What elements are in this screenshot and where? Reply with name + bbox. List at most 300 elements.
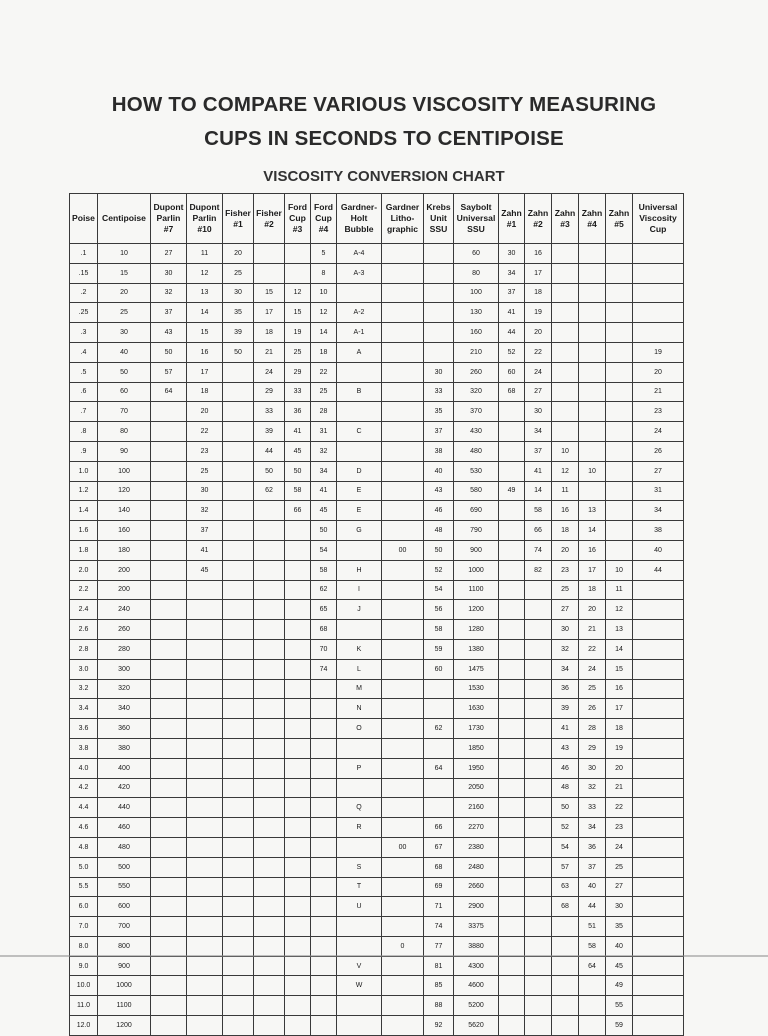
- table-cell: 8: [311, 263, 337, 283]
- table-cell: 63: [552, 877, 579, 897]
- table-cell: 15: [285, 303, 311, 323]
- table-cell: .1: [70, 244, 98, 264]
- table-row: [70, 580, 684, 600]
- table-cell: 10: [579, 461, 606, 481]
- table-cell: [285, 679, 311, 699]
- table-cell: [187, 798, 223, 818]
- column-header-line: #10: [197, 224, 212, 234]
- table-cell: 24: [525, 362, 552, 382]
- table-row: [70, 1016, 684, 1036]
- table-cell: 40: [633, 540, 684, 560]
- table-cell: 10: [98, 244, 151, 264]
- table-cell: 370: [454, 402, 499, 422]
- table-cell: [151, 441, 187, 461]
- table-cell: [223, 620, 254, 640]
- column-header-line: #2: [264, 218, 274, 229]
- table-cell: [285, 540, 311, 560]
- table-cell: E: [337, 501, 382, 521]
- table-cell: 27: [525, 382, 552, 402]
- column-header: [382, 194, 424, 244]
- column-header-line: #7: [163, 224, 174, 234]
- table-cell: 60: [98, 382, 151, 402]
- column-header-line: Ford: [287, 202, 308, 212]
- table-cell: 54: [311, 540, 337, 560]
- table-cell: 25: [187, 461, 223, 481]
- table-cell: 41: [552, 719, 579, 739]
- table-cell: [552, 382, 579, 402]
- table-cell: [311, 1016, 337, 1036]
- table-cell: 34: [579, 818, 606, 838]
- table-cell: 1.2: [70, 481, 98, 501]
- table-cell: [285, 659, 311, 679]
- table-cell: [579, 441, 606, 461]
- table-cell: [285, 798, 311, 818]
- table-cell: 15: [187, 323, 223, 343]
- table-cell: [254, 837, 285, 857]
- table-cell: 2160: [454, 798, 499, 818]
- table-cell: [254, 679, 285, 699]
- table-row: [70, 362, 684, 382]
- table-cell: [151, 818, 187, 838]
- table-cell: C: [337, 422, 382, 442]
- table-cell: [525, 699, 552, 719]
- table-row: [70, 976, 684, 996]
- column-header: [454, 194, 499, 244]
- table-cell: 530: [454, 461, 499, 481]
- table-cell: [424, 778, 454, 798]
- table-cell: [223, 501, 254, 521]
- table-cell: [223, 738, 254, 758]
- table-cell: 48: [552, 778, 579, 798]
- table-cell: [382, 244, 424, 264]
- table-cell: [254, 580, 285, 600]
- table-cell: [579, 382, 606, 402]
- table-cell: [633, 917, 684, 937]
- table-cell: 40: [579, 877, 606, 897]
- table-cell: 12: [606, 600, 633, 620]
- table-cell: [254, 244, 285, 264]
- table-body: [70, 244, 684, 1036]
- table-cell: [382, 917, 424, 937]
- table-row: [70, 719, 684, 739]
- table-cell: 1850: [454, 738, 499, 758]
- table-cell: [223, 560, 254, 580]
- table-cell: [552, 917, 579, 937]
- table-cell: 60: [454, 244, 499, 264]
- table-cell: 58: [579, 936, 606, 956]
- table-cell: 21: [254, 342, 285, 362]
- table-cell: [223, 798, 254, 818]
- table-cell: L: [337, 659, 382, 679]
- table-cell: G: [337, 521, 382, 541]
- table-cell: 50: [254, 461, 285, 481]
- table-cell: 5: [311, 244, 337, 264]
- table-cell: 160: [98, 521, 151, 541]
- table-cell: [499, 877, 525, 897]
- table-cell: [499, 659, 525, 679]
- table-cell: [311, 699, 337, 719]
- table-cell: [187, 620, 223, 640]
- title-line-2: CUPS IN SECONDS TO CENTIPOISE: [204, 127, 564, 150]
- table-row: [70, 659, 684, 679]
- table-cell: [151, 778, 187, 798]
- table-cell: 26: [579, 699, 606, 719]
- table-cell: 85: [424, 976, 454, 996]
- table-cell: [424, 699, 454, 719]
- table-cell: [382, 956, 424, 976]
- table-cell: [151, 758, 187, 778]
- table-cell: [311, 917, 337, 937]
- column-header: [223, 194, 254, 244]
- table-cell: 21: [633, 382, 684, 402]
- table-cell: 280: [98, 639, 151, 659]
- table-cell: [151, 600, 187, 620]
- table-cell: [579, 244, 606, 264]
- table-cell: [525, 778, 552, 798]
- column-header-line: Viscosity: [639, 213, 677, 223]
- table-cell: [499, 699, 525, 719]
- table-cell: 29: [254, 382, 285, 402]
- table-cell: [606, 342, 633, 362]
- table-cell: 8.0: [70, 936, 98, 956]
- table-cell: [223, 659, 254, 679]
- table-cell: [187, 1016, 223, 1036]
- table-cell: [285, 639, 311, 659]
- table-cell: 22: [187, 422, 223, 442]
- table-cell: 74: [424, 917, 454, 937]
- table-cell: 16: [552, 501, 579, 521]
- table-row: [70, 303, 684, 323]
- column-header: [579, 194, 606, 244]
- table-cell: [382, 758, 424, 778]
- table-cell: [223, 521, 254, 541]
- table-cell: 14: [525, 481, 552, 501]
- table-cell: 44: [254, 441, 285, 461]
- table-cell: 37: [424, 422, 454, 442]
- table-cell: 18: [311, 342, 337, 362]
- table-cell: [382, 323, 424, 343]
- table-cell: 66: [525, 521, 552, 541]
- column-header: [98, 194, 151, 244]
- table-cell: [579, 362, 606, 382]
- table-cell: [223, 1016, 254, 1036]
- table-cell: 64: [579, 956, 606, 976]
- table-cell: 80: [98, 422, 151, 442]
- table-cell: 50: [285, 461, 311, 481]
- table-cell: [525, 976, 552, 996]
- table-cell: 13: [579, 501, 606, 521]
- column-header-line: Cup: [649, 224, 667, 234]
- table-cell: [552, 956, 579, 976]
- table-cell: [525, 897, 552, 917]
- table-cell: 22: [579, 639, 606, 659]
- table-cell: 19: [285, 323, 311, 343]
- table-cell: 24: [633, 422, 684, 442]
- table-cell: [382, 501, 424, 521]
- table-cell: 43: [552, 738, 579, 758]
- table-cell: [187, 778, 223, 798]
- table-cell: [633, 244, 684, 264]
- table-cell: [223, 818, 254, 838]
- table-cell: 58: [525, 501, 552, 521]
- table-cell: 700: [98, 917, 151, 937]
- table-cell: [382, 283, 424, 303]
- table-cell: 26: [633, 441, 684, 461]
- table-cell: 1.6: [70, 521, 98, 541]
- table-cell: 1.0: [70, 461, 98, 481]
- table-cell: 00: [382, 837, 424, 857]
- table-cell: 67: [424, 837, 454, 857]
- table-cell: U: [337, 897, 382, 917]
- table-cell: 29: [285, 362, 311, 382]
- viscosity-table: [69, 193, 684, 1036]
- column-header: [285, 194, 311, 244]
- table-cell: [187, 837, 223, 857]
- table-cell: [223, 857, 254, 877]
- table-cell: [499, 798, 525, 818]
- table-cell: [285, 521, 311, 541]
- table-cell: 66: [285, 501, 311, 521]
- table-row: [70, 540, 684, 560]
- table-cell: [311, 818, 337, 838]
- table-cell: .4: [70, 342, 98, 362]
- table-row: [70, 342, 684, 362]
- table-cell: [525, 738, 552, 758]
- table-cell: 900: [454, 540, 499, 560]
- table-cell: [223, 580, 254, 600]
- table-cell: [187, 738, 223, 758]
- table-cell: 1280: [454, 620, 499, 640]
- column-header-line: Holt: [350, 213, 368, 223]
- table-cell: [337, 936, 382, 956]
- table-cell: [151, 402, 187, 422]
- table-row: [70, 897, 684, 917]
- table-row: [70, 936, 684, 956]
- table-cell: [311, 956, 337, 976]
- table-cell: [633, 263, 684, 283]
- table-cell: 300: [98, 659, 151, 679]
- chart-title: VISCOSITY CONVERSION CHART: [263, 168, 505, 185]
- table-cell: [633, 600, 684, 620]
- column-header-line: Saybolt: [460, 202, 492, 212]
- table-cell: .15: [70, 263, 98, 283]
- table-cell: 23: [187, 441, 223, 461]
- table-cell: [552, 362, 579, 382]
- table-cell: 39: [254, 422, 285, 442]
- table-cell: [151, 897, 187, 917]
- table-cell: [151, 996, 187, 1016]
- table-cell: 20: [552, 540, 579, 560]
- table-cell: 1000: [98, 976, 151, 996]
- table-row: [70, 461, 684, 481]
- table-cell: [254, 600, 285, 620]
- table-cell: 27: [606, 877, 633, 897]
- table-cell: [382, 738, 424, 758]
- table-cell: 44: [633, 560, 684, 580]
- table-cell: 20: [525, 323, 552, 343]
- table-cell: 33: [424, 382, 454, 402]
- table-cell: [499, 996, 525, 1016]
- table-cell: 58: [424, 620, 454, 640]
- table-cell: 1200: [98, 1016, 151, 1036]
- table-cell: D: [337, 461, 382, 481]
- table-cell: 12: [311, 303, 337, 323]
- table-cell: 2380: [454, 837, 499, 857]
- table-cell: 74: [525, 540, 552, 560]
- table-cell: 2660: [454, 877, 499, 897]
- table-cell: 41: [525, 461, 552, 481]
- table-cell: 3.0: [70, 659, 98, 679]
- table-cell: 5.0: [70, 857, 98, 877]
- table-cell: 50: [223, 342, 254, 362]
- table-cell: 18: [525, 283, 552, 303]
- table-cell: 62: [311, 580, 337, 600]
- table-cell: [223, 402, 254, 422]
- table-cell: R: [337, 818, 382, 838]
- table-cell: [633, 659, 684, 679]
- table-cell: 23: [633, 402, 684, 422]
- table-cell: 48: [424, 521, 454, 541]
- table-cell: [382, 342, 424, 362]
- table-cell: [311, 719, 337, 739]
- table-cell: 15: [98, 263, 151, 283]
- table-cell: [424, 798, 454, 818]
- table-cell: [525, 659, 552, 679]
- table-cell: E: [337, 481, 382, 501]
- table-cell: 1.8: [70, 540, 98, 560]
- column-header-line: Centipoise: [102, 213, 146, 223]
- table-cell: 4.4: [70, 798, 98, 818]
- table-cell: [254, 857, 285, 877]
- table-cell: [151, 738, 187, 758]
- table-row: [70, 778, 684, 798]
- table-cell: [285, 758, 311, 778]
- table-cell: 130: [454, 303, 499, 323]
- table-cell: 37: [187, 521, 223, 541]
- table-cell: [311, 877, 337, 897]
- table-cell: 70: [98, 402, 151, 422]
- table-cell: [151, 699, 187, 719]
- table-cell: 80: [454, 263, 499, 283]
- table-cell: 10: [552, 441, 579, 461]
- table-cell: [151, 422, 187, 442]
- table-cell: 2.2: [70, 580, 98, 600]
- table-cell: [285, 580, 311, 600]
- column-header-line: graphic: [386, 224, 419, 234]
- table-cell: 74: [311, 659, 337, 679]
- table-cell: [311, 778, 337, 798]
- table-cell: [552, 263, 579, 283]
- table-cell: 180: [98, 540, 151, 560]
- table-cell: [552, 283, 579, 303]
- table-cell: 51: [579, 917, 606, 937]
- table-cell: .3: [70, 323, 98, 343]
- table-cell: 82: [525, 560, 552, 580]
- table-cell: [151, 976, 187, 996]
- table-cell: [254, 639, 285, 659]
- table-cell: [254, 659, 285, 679]
- table-cell: [525, 620, 552, 640]
- table-cell: 21: [579, 620, 606, 640]
- table-cell: [606, 441, 633, 461]
- table-cell: P: [337, 758, 382, 778]
- table-cell: [254, 976, 285, 996]
- table-cell: [254, 818, 285, 838]
- column-header-line: Zahn: [581, 207, 603, 218]
- table-cell: [187, 956, 223, 976]
- table-cell: 68: [311, 620, 337, 640]
- column-header-line: Zahn: [608, 207, 630, 218]
- table-cell: [606, 323, 633, 343]
- table-cell: [382, 461, 424, 481]
- table-cell: 29: [579, 738, 606, 758]
- column-header-line: Dupont: [189, 202, 220, 212]
- table-cell: 3.6: [70, 719, 98, 739]
- table-cell: [382, 818, 424, 838]
- table-cell: [499, 1016, 525, 1036]
- table-cell: [633, 837, 684, 857]
- table-cell: [499, 818, 525, 838]
- table-cell: 46: [424, 501, 454, 521]
- table-cell: 30: [187, 481, 223, 501]
- table-cell: [187, 719, 223, 739]
- table-cell: 38: [424, 441, 454, 461]
- table-cell: [525, 936, 552, 956]
- table-row: [70, 323, 684, 343]
- table-cell: [525, 600, 552, 620]
- table-cell: [424, 342, 454, 362]
- table-cell: [337, 620, 382, 640]
- table-cell: [187, 639, 223, 659]
- table-cell: [606, 244, 633, 264]
- table-cell: [223, 382, 254, 402]
- table-cell: [552, 936, 579, 956]
- table-cell: [285, 837, 311, 857]
- table-cell: 40: [424, 461, 454, 481]
- table-cell: 34: [311, 461, 337, 481]
- column-header-line: Zahn: [554, 207, 576, 218]
- table-cell: 4300: [454, 956, 499, 976]
- table-cell: 68: [499, 382, 525, 402]
- table-cell: 33: [285, 382, 311, 402]
- table-cell: 6.0: [70, 897, 98, 917]
- table-cell: [579, 422, 606, 442]
- table-cell: 41: [187, 540, 223, 560]
- table-row: [70, 422, 684, 442]
- table-cell: [525, 837, 552, 857]
- table-cell: [633, 719, 684, 739]
- table-cell: 11: [187, 244, 223, 264]
- table-cell: 15: [606, 659, 633, 679]
- column-header-line: Cup: [315, 213, 332, 223]
- table-cell: 69: [424, 877, 454, 897]
- table-row: [70, 402, 684, 422]
- table-cell: [223, 778, 254, 798]
- table-cell: 40: [98, 342, 151, 362]
- table-cell: [187, 877, 223, 897]
- table-cell: 4.2: [70, 778, 98, 798]
- table-cell: 33: [579, 798, 606, 818]
- table-cell: [311, 679, 337, 699]
- table-cell: 380: [98, 738, 151, 758]
- table-cell: [525, 798, 552, 818]
- table-cell: 260: [98, 620, 151, 640]
- table-cell: [151, 560, 187, 580]
- table-cell: 54: [552, 837, 579, 857]
- table-cell: [285, 560, 311, 580]
- table-cell: 27: [151, 244, 187, 264]
- table-cell: [311, 936, 337, 956]
